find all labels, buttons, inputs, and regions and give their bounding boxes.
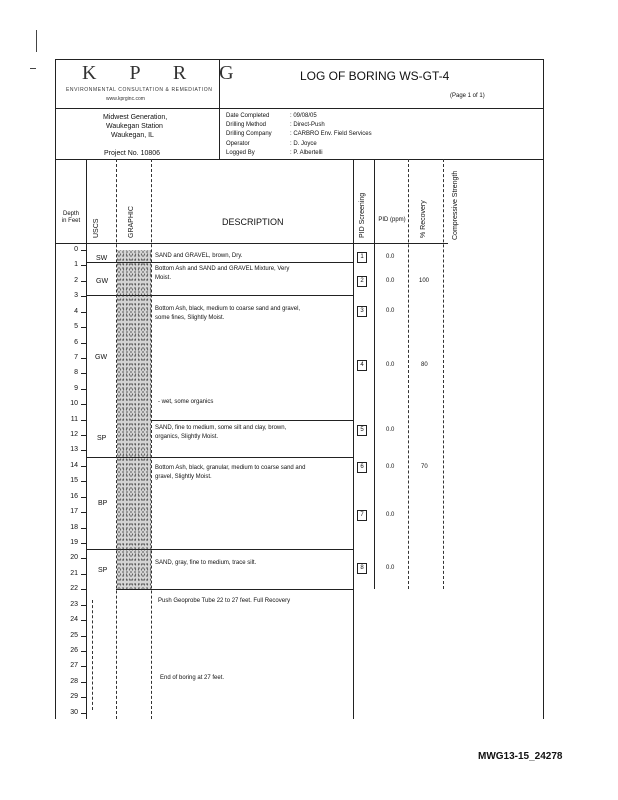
info-label: Date Completed [226, 113, 270, 119]
col-divider-pid [408, 159, 409, 589]
description-text: - wet, some organics [158, 399, 214, 405]
depth-tick [81, 697, 86, 698]
pid-value: 0.0 [386, 254, 395, 260]
depth-label: 30 [70, 709, 78, 716]
info-label: Drilling Company [226, 131, 272, 137]
uscs-label: BP [98, 500, 108, 507]
info-value: : P. Albertelli [290, 150, 323, 156]
depth-tick [81, 497, 86, 498]
pid-value: 0.0 [386, 308, 395, 314]
col-divider-depth [86, 159, 87, 719]
depth-label: 12 [70, 431, 78, 438]
depth-label: 26 [70, 647, 78, 654]
layer-boundary [86, 262, 353, 263]
pid-value: 0.0 [386, 362, 395, 368]
sample-box: 1 [357, 252, 367, 263]
info-value: : Direct-Push [290, 122, 325, 128]
depth-label: 2 [74, 277, 78, 284]
client-name: Midwest Generation, [103, 114, 168, 121]
description-text: SAND and GRAVEL, brown, Dry. [155, 253, 243, 259]
uscs-header: USCS [93, 218, 100, 238]
info-label: Operator [226, 141, 250, 147]
depth-tick [81, 420, 86, 421]
recovery-value: 80 [421, 362, 428, 368]
depth-tick [81, 466, 86, 467]
depth-label: 22 [70, 585, 78, 592]
sample-box: 4 [357, 360, 367, 371]
page-number: (Page 1 of 1) [450, 93, 485, 99]
depth-tick [81, 389, 86, 390]
margin-mark [36, 30, 37, 52]
pid-value: 0.0 [386, 464, 395, 470]
recovery-value: 70 [421, 464, 428, 470]
sample-box: 5 [357, 425, 367, 436]
layer-boundary [86, 549, 353, 550]
document-id: MWG13-15_24278 [478, 751, 563, 762]
project-number: Project No. 10806 [104, 150, 161, 157]
depth-label: 25 [70, 632, 78, 639]
frame-top [55, 59, 543, 60]
depth-label: 16 [70, 493, 78, 500]
pid-value: 0.0 [386, 565, 395, 571]
depth-tick [81, 528, 86, 529]
depth-label: 9 [74, 385, 78, 392]
graphic-header: GRAPHIC [128, 206, 135, 238]
depth-label: 24 [70, 616, 78, 623]
sample-box: 2 [357, 276, 367, 287]
depth-label: 15 [70, 477, 78, 484]
layer-boundary [86, 295, 353, 296]
depth-label: 27 [70, 662, 78, 669]
depth-tick [81, 312, 86, 313]
depth-label: 0 [74, 246, 78, 253]
description-text: gravel, Slightly Moist. [155, 474, 212, 480]
info-label: Logged By [226, 150, 255, 156]
recovery-value: 100 [419, 278, 430, 284]
depth-tick [81, 651, 86, 652]
depth-label: 18 [70, 524, 78, 531]
frame-right [543, 59, 544, 719]
depth-tick [81, 666, 86, 667]
depth-tick [81, 558, 86, 559]
depth-label: 23 [70, 601, 78, 608]
description-text: organics, Slightly Moist. [155, 434, 219, 440]
client-station: Waukegan Station [106, 123, 163, 130]
depth-tick [81, 281, 86, 282]
depth-tick [81, 682, 86, 683]
pid-header: PID (ppm) [378, 217, 406, 223]
sample-box: 7 [357, 510, 367, 521]
info-value: : CARBRO Env. Field Services [290, 131, 372, 137]
pid-screening-header: PID Screening [359, 192, 366, 238]
depth-label: 19 [70, 539, 78, 546]
depth-tick [81, 373, 86, 374]
info-value: : D. Joyce [290, 141, 317, 147]
depth-tick [81, 589, 86, 590]
recovery-header: % Recovery [420, 200, 427, 238]
sample-box: 3 [357, 306, 367, 317]
description-text: SAND, fine to medium, some silt and clay, brown, [155, 425, 287, 431]
depth-tick [81, 358, 86, 359]
pid-value: 0.0 [386, 512, 395, 518]
depth-label: 11 [70, 416, 78, 423]
pid-value: 0.0 [386, 278, 395, 284]
page-title: LOG OF BORING WS-GT-4 [300, 69, 450, 83]
depth-tick [81, 265, 86, 266]
sample-box: 8 [357, 563, 367, 574]
sample-box: 6 [357, 462, 367, 473]
info-value: : 09/08/05 [290, 113, 317, 119]
company-logo: K P R G [82, 62, 248, 84]
info-label: Drilling Method [226, 122, 267, 128]
depth-label: 28 [70, 678, 78, 685]
uscs-label: SP [98, 567, 108, 574]
frame-left [55, 59, 56, 719]
column-header-bottom [55, 243, 448, 244]
pid-value: 0.0 [386, 427, 395, 433]
description-text: Moist. [155, 275, 172, 281]
depth-label: 13 [70, 446, 78, 453]
depth-label: 8 [74, 369, 78, 376]
description-text: Bottom Ash, black, granular, medium to coarse sand and [155, 465, 306, 471]
depth-tick [81, 481, 86, 482]
margin-mark [30, 68, 36, 69]
depth-label: 14 [70, 462, 78, 469]
layer-boundary [151, 420, 353, 421]
depth-tick [81, 327, 86, 328]
depth-tick [81, 574, 86, 575]
description-text: Push Geoprobe Tube 22 to 27 feet. Full Recovery [158, 598, 291, 604]
depth-tick [81, 620, 86, 621]
description-header: DESCRIPTION [222, 217, 284, 227]
depth-header: Depth in Feet [61, 211, 81, 224]
description-text: some fines, Slightly Moist. [155, 315, 225, 321]
depth-tick [81, 296, 86, 297]
depth-label: 29 [70, 693, 78, 700]
depth-label: 21 [70, 570, 78, 577]
depth-label: 20 [70, 554, 78, 561]
uscs-lower-divider [92, 600, 93, 710]
uscs-label: SP [97, 435, 107, 442]
depth-tick [81, 250, 86, 251]
depth-tick [81, 512, 86, 513]
uscs-label: GW [96, 278, 109, 285]
col-divider-description [353, 159, 354, 719]
depth-label: 3 [74, 292, 78, 299]
layer-boundary [116, 589, 353, 590]
depth-tick [81, 404, 86, 405]
layer-boundary [86, 457, 353, 458]
description-text: Bottom Ash and SAND and GRAVEL Mixture, Very [155, 266, 290, 272]
description-text: Bottom Ash, black, medium to coarse sand and gravel, [155, 306, 301, 312]
depth-label: 4 [74, 308, 78, 315]
uscs-label: GW [95, 354, 108, 361]
depth-tick [81, 343, 86, 344]
depth-tick [81, 543, 86, 544]
depth-label: 5 [74, 323, 78, 330]
depth-label: 10 [70, 400, 78, 407]
depth-tick [81, 450, 86, 451]
depth-label: 17 [70, 508, 78, 515]
company-tagline: ENVIRONMENTAL CONSULTATION & REMEDIATION [66, 87, 213, 93]
depth-tick [81, 605, 86, 606]
depth-label: 1 [74, 261, 78, 268]
description-text: End of boring at 27 feet. [160, 675, 225, 681]
strength-header: Compressive Strength [452, 170, 459, 240]
uscs-label: SW [96, 255, 108, 262]
company-website: www.kprginc.com [106, 96, 145, 102]
col-divider-pid-screening [374, 159, 375, 589]
depth-tick [81, 713, 86, 714]
depth-label: 7 [74, 354, 78, 361]
description-text: SAND, gray, fine to medium, trace silt. [155, 560, 257, 566]
depth-tick [81, 435, 86, 436]
header-divider [55, 108, 543, 109]
depth-tick [81, 636, 86, 637]
info-divider [55, 159, 543, 160]
col-divider-recovery [443, 159, 444, 589]
graphic-soil-pattern [117, 250, 151, 589]
depth-label: 6 [74, 339, 78, 346]
col-divider-graphic [151, 159, 152, 719]
client-location: Waukegan, IL [111, 132, 154, 139]
